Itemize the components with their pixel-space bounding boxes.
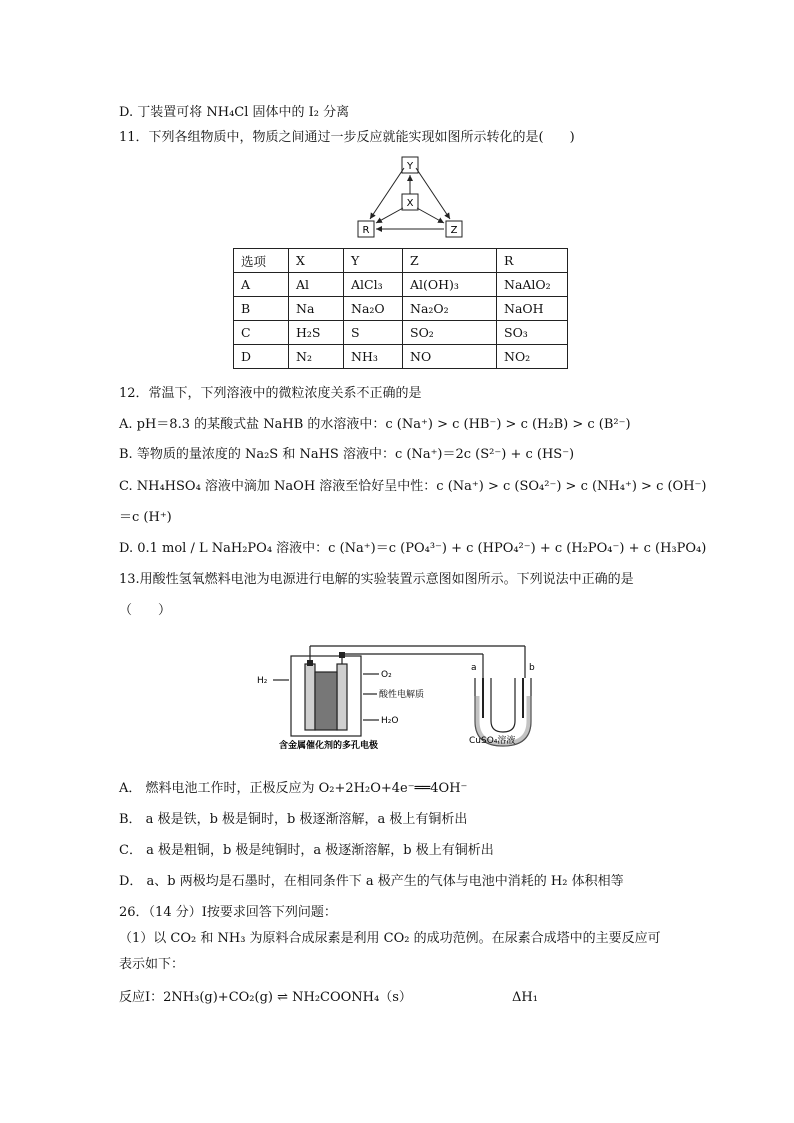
table-cell: Na₂O₂ — [403, 297, 497, 321]
table-header: Z — [403, 249, 497, 273]
question-13-option-d: D． a、b 两极均是石墨时，在相同条件下 a 极产生的气体与电池中消耗的 H₂ 体积相等 — [119, 874, 624, 889]
question-12-stem: 12．常温下，下列溶液中的微粒浓度关系不正确的是 — [119, 386, 422, 401]
question-11-stem: 11．下列各组物质中，物质之间通过一步反应就能实现如图所示转化的是( ) — [119, 130, 575, 145]
table-cell: D — [234, 345, 289, 369]
label-electrolyte: 酸性电解质 — [379, 690, 425, 700]
table-header: 选项 — [234, 249, 289, 273]
question-26-stem: 26．（14 分）Ⅰ按要求回答下列问题： — [119, 905, 337, 920]
label-electrode: 含金属催化剂的多孔电极 — [279, 741, 379, 751]
question-13-option-b: B． a 极是铁，b 极是铜时，b 极逐渐溶解，a 极上有铜析出 — [119, 812, 468, 827]
table-row — [234, 321, 568, 345]
table-row — [234, 273, 568, 297]
label-o2: O₂ — [381, 670, 392, 680]
node-y: Y — [406, 161, 414, 172]
reaction-1-enthalpy: ΔH₁ — [512, 990, 538, 1005]
node-x: X — [406, 198, 414, 209]
table-row — [234, 297, 568, 321]
table-cell: H₂S — [289, 321, 344, 345]
table-cell: NaOH — [497, 297, 568, 321]
label-b: b — [529, 663, 535, 673]
question-12-option-b: B. 等物质的量浓度的 Na₂S 和 NaHS 溶液中：c (Na⁺)＝2c (S²⁻) + c (HS⁻) — [119, 447, 575, 462]
table-header: X — [289, 249, 344, 273]
table-cell: A — [234, 273, 289, 297]
node-r: R — [362, 225, 370, 236]
table-cell: Na — [289, 297, 344, 321]
table-cell: N₂ — [289, 345, 344, 369]
label-a: a — [471, 663, 477, 673]
table-cell: B — [234, 297, 289, 321]
table-cell: AlCl₃ — [344, 273, 403, 297]
question-12-option-d: D. 0.1 mol / L NaH₂PO₄ 溶液中：c (Na⁺)＝c (PO₄³⁻) + c (HPO₄²⁻) + c (H₂PO₄⁻) + c (H₃PO₄) — [119, 541, 707, 556]
label-h2o: H₂O — [381, 716, 399, 726]
table-cell: NaAlO₂ — [497, 273, 568, 297]
reaction-1: 反应Ⅰ：2NH₃(g)+CO₂(g) ⇌ NH₂COONH₄（s） — [119, 990, 412, 1005]
table-cell: Al — [289, 273, 344, 297]
question-13-option-a: A． 燃料电池工作时，正极反应为 O₂+2H₂O+4e⁻══4OH⁻ — [119, 781, 468, 796]
table-header: Y — [344, 249, 403, 273]
question-26-para-1: （1）以 CO₂ 和 NH₃ 为原料合成尿素是利用 CO₂ 的成功范例。在尿素合成塔中的主要反应可 — [119, 931, 661, 946]
table-cell: Al(OH)₃ — [403, 273, 497, 297]
options-table — [233, 248, 568, 369]
question-13-stem: 13.用酸性氢氧燃料电池为电源进行电解的实验装置示意图如图所示。下列说法中正确的是 — [119, 572, 634, 587]
table-row — [234, 345, 568, 369]
table-cell: NH₃ — [344, 345, 403, 369]
node-z: Z — [450, 225, 458, 236]
question-26-para-2: 表示如下： — [119, 957, 185, 972]
question-13-option-c: C． a 极是粗铜，b 极是纯铜时，a 极逐渐溶解，b 极上有铜析出 — [119, 843, 494, 858]
question-12-option-c: C. NH₄HSO₄ 溶液中滴加 NaOH 溶液至恰好呈中性：c (Na⁺) > c (SO₄²⁻) > c (NH₄⁺) > c (OH⁻) — [119, 479, 707, 494]
question-12-option-c-cont: ＝c (H⁺) — [119, 510, 172, 525]
table-cell: SO₂ — [403, 321, 497, 345]
table-header: R — [497, 249, 568, 273]
label-h2: H₂ — [257, 676, 268, 686]
table-cell: C — [234, 321, 289, 345]
label-cuso4: CuSO₄溶液 — [469, 736, 516, 746]
table-cell: Na₂O — [344, 297, 403, 321]
table-cell: SO₃ — [497, 321, 568, 345]
table-cell: NO — [403, 345, 497, 369]
electrolysis-apparatus — [255, 636, 535, 751]
table-cell: S — [344, 321, 403, 345]
question-12-option-a: A. pH＝8.3 的某酸式盐 NaHB 的水溶液中：c (Na⁺) > c (HB⁻) > c (H₂B) > c (B²⁻) — [119, 417, 631, 432]
table-header-row — [234, 249, 568, 273]
option-d-previous: D. 丁装置可将 NH₄Cl 固体中的 I₂ 分离 — [119, 105, 350, 120]
conversion-diagram — [350, 152, 470, 242]
table-cell: NO₂ — [497, 345, 568, 369]
question-13-paren: （ ） — [119, 603, 172, 618]
